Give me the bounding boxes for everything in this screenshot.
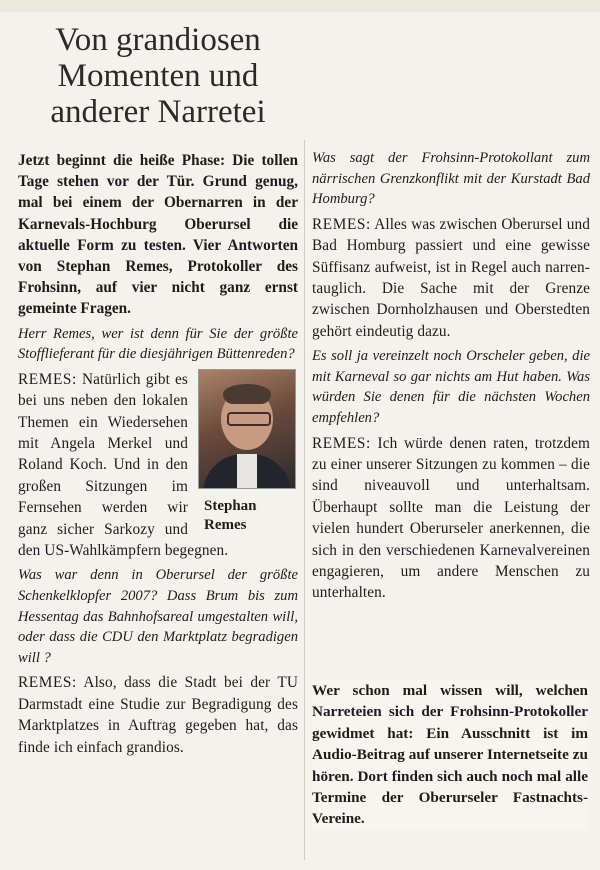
answer-3-speaker: REMES: bbox=[312, 215, 371, 233]
question-3: Was sagt der Frohsinn-Protokollant zum närrischen Grenzkonflikt mit der Kurstadt Bad Homburg? bbox=[312, 150, 590, 208]
answer-4-speaker: REMES: bbox=[312, 434, 371, 452]
lead-paragraph: Jetzt beginnt die heiße Phase: Die tollen Tage stehen vor der Tür. Grund genug, mal bei einem der Obernarren in der Karnevals-Hochburg Oberursel die aktuelle Form zu testen. Vier Antworten von Stephan Remes, Protokoller des Frohsinn, auf vier nicht ganz ernst gemeinte Fragen. bbox=[18, 152, 298, 318]
question-4: Es soll ja vereinzelt noch Orscheler geben, die mit Karneval so gar nichts am Hut haben. Was würden Sie denen für die nächsten Wochen empfehlen? bbox=[312, 348, 590, 426]
answer-4-text: Ich würde denen raten, trotzdem zu einer unserer Sitzungen zu kommen – die sind niveauvoll und unterhaltsam. Überhaupt sollte man die Leistung der vielen hundert Oberurseler anerkennen, die sich in den verschiedenen Karnevalvereinen engagieren, um andere Menschen zu unterhalten. bbox=[312, 434, 590, 602]
headline-line-2: Momenten und bbox=[57, 58, 259, 94]
portrait-block bbox=[198, 369, 298, 535]
portrait-photo bbox=[198, 369, 296, 489]
answer-3 bbox=[312, 214, 590, 342]
portrait-hair-shape bbox=[223, 384, 271, 404]
clipped-top-edge bbox=[0, 0, 600, 12]
question-1: Herr Remes, wer ist denn für Sie der größte Stofflieferant für die diesjährigen Büttenreden? bbox=[18, 325, 298, 363]
headline-line-1: Von grandiosen bbox=[55, 22, 261, 58]
photo-caption-line-1: Stephan bbox=[204, 497, 257, 514]
answer-2-text: Also, dass die Stadt bei der TU Darmstadt eine Studie zur Begradigung des Marktplatzes in Auftrag gegeben hat, das finde ich einfach grandios. bbox=[18, 674, 298, 756]
photo-caption-line-2: Remes bbox=[204, 516, 247, 533]
info-box: Wer schon mal wissen will, welchen Narreteien sich der Frohsinn-Protokoller gewidmet hat: Ein Ausschnitt ist im Audio-Beitrag auf unserer Internetseite zu hören. Dort finden sich auch noch mal alle Termine der Oberurseler Fastnachts-Vereine. bbox=[312, 680, 588, 830]
answer-3-text: Alles was zwischen Oberursel und Bad Homburg passiert und eine gewisse Süffisanz aufweist, ist in Regel auch narren-tauglich. Die Sache mit der Grenze zwischen Dornholzhausen und Oberstedten gehört eindeutig dazu. bbox=[312, 215, 590, 340]
answer-2 bbox=[18, 672, 298, 758]
right-column bbox=[312, 148, 590, 608]
answer-1-speaker: REMES: bbox=[18, 370, 77, 388]
left-column bbox=[18, 150, 298, 762]
answer-1-text: Natürlich gibt es bei uns neben den lokalen Themen ein Wiedersehen mit Angela Merkel und Roland Koch. Und in den großen Sitzungen im Fernsehen werden wir ganz sicher Sarkozy und den US-Wahlkämpfern begegnen. bbox=[18, 370, 229, 560]
headline bbox=[18, 22, 298, 130]
headline-line-3: anderer Narretei bbox=[50, 94, 266, 130]
question-2: Was war denn in Oberursel der größte Schenkelklopfer 2007? Dass Brum bis zum Hessentag das Bahnhofsareal umgestalten will, oder dass die CDU den Marktplatz begradigen will ? bbox=[18, 567, 298, 666]
column-divider bbox=[304, 140, 305, 860]
answer-2-speaker: REMES: bbox=[18, 674, 77, 692]
photo-caption bbox=[198, 497, 298, 535]
portrait-glasses-shape bbox=[227, 412, 271, 426]
answer-4 bbox=[312, 433, 590, 604]
portrait-shirt-shape bbox=[237, 454, 257, 488]
